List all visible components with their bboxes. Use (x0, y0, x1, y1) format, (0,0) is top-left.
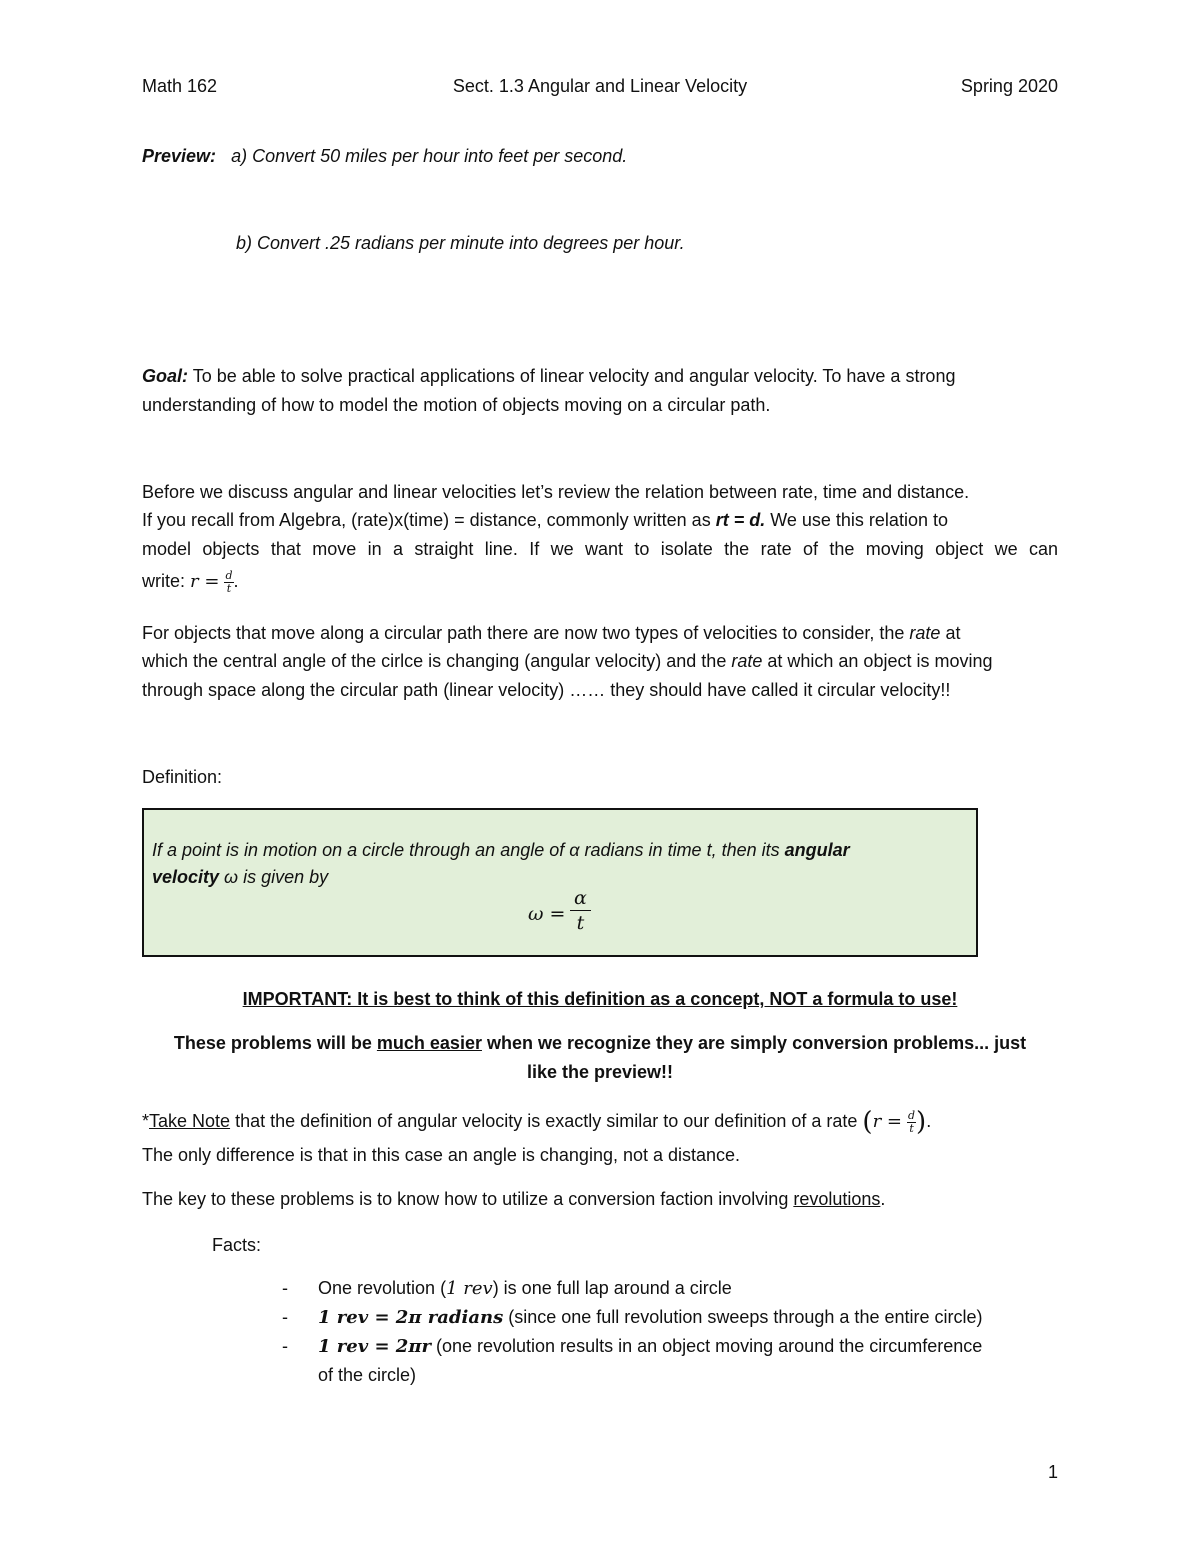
rate-fraction (224, 570, 233, 595)
goal-text-1: To be able to solve practical applications of linear velocity and angular velocity. To have a strong (188, 366, 956, 386)
goal-line-1 (142, 362, 1072, 390)
definition-line-1 (152, 836, 850, 864)
fact-item-1 (282, 1274, 1082, 1303)
definition-line-2 (152, 863, 328, 891)
fact-2-text: (since one full revolution sweeps through a the entire circle) (503, 1307, 983, 1327)
objects-line-3: through space along the circular path (linear velocity) …… they should have called it circular velocity!! (142, 680, 951, 700)
objects-rate-2: rate (731, 651, 763, 671)
fact-dash-2: - (282, 1307, 288, 1327)
page-number: 1 (1047, 1462, 1058, 1482)
takenote-rate-lhs: r = (872, 1111, 902, 1132)
key-line (142, 1185, 885, 1213)
objects-text-2b: at which an object is moving (762, 651, 993, 671)
objects-line-2 (142, 647, 993, 675)
facts-list (282, 1274, 1082, 1389)
easier-text-b: when we recognize they are simply conversion problems... just (481, 1033, 1027, 1053)
omega-fraction-num: α (570, 886, 591, 911)
fact-2-math: 1 rev = 2π radians (318, 1307, 504, 1328)
omega-fraction (570, 886, 591, 935)
objects-rate-1: rate (909, 623, 941, 643)
definition-label: Definition: (142, 767, 223, 787)
important-note: IMPORTANT: It is best to think of this definition as a concept, NOT a formula to use! (242, 989, 958, 1009)
takenote-line-1 (142, 1107, 931, 1136)
fact-item-3 (282, 1332, 1082, 1389)
definition-text-1: If a point is in motion on a circle through an angle of α radians in time t, then its (152, 840, 785, 860)
omega-fraction-den: t (576, 912, 585, 934)
fact-dash-3: - (282, 1336, 288, 1356)
takenote-period: . (926, 1111, 932, 1131)
review-line-2-end: We use this relation to (765, 510, 948, 530)
key-text: The key to these problems is to know how to utilize a conversion faction involving (142, 1189, 794, 1209)
fact-1-math: 1 rev (446, 1278, 493, 1299)
fact-item-2 (282, 1303, 1082, 1332)
key-revolutions: revolutions (793, 1189, 881, 1209)
definition-velocity: velocity (152, 867, 220, 887)
definition-angular: angular (784, 840, 850, 860)
preview-a: a) Convert 50 miles per hour into feet per second. (231, 146, 628, 166)
takenote-label: Take Note (149, 1111, 231, 1131)
rate-formula-lhs: r = (190, 571, 220, 592)
review-line-2-text: If you recall from Algebra, (rate)x(time) = distance, commonly written as (142, 510, 716, 530)
review-line-1: Before we discuss angular and linear velocities let’s review the relation between rate, time and distance. (142, 482, 970, 502)
takenote-fraction-num: d (908, 1108, 916, 1122)
review-line-2 (142, 506, 948, 534)
fact-3-text-line2: of the circle) (318, 1365, 417, 1385)
rate-formula-period: . (233, 571, 239, 591)
fact-3-math: 1 rev = 2πr (318, 1336, 431, 1357)
easier-text-a: These problems will be (173, 1033, 377, 1053)
easier-underlined: much easier (376, 1033, 482, 1053)
takenote-close-paren: ) (916, 1107, 927, 1137)
key-period: . (880, 1189, 886, 1209)
omega-lhs: ω = (528, 903, 566, 925)
takenote-fraction (907, 1110, 916, 1135)
facts-label: Facts: (212, 1235, 262, 1255)
easier-line-2: like the preview!! (526, 1062, 674, 1082)
goal-line-2: understanding of how to model the motion of objects moving on a circular path. (142, 395, 771, 415)
objects-text-1: For objects that move along a circular path there are now two types of velocities to consider, the (142, 623, 910, 643)
fact-3-text: (one revolution results in an object moving around the circumference (430, 1336, 983, 1356)
review-line-4 (142, 567, 239, 596)
preview-line-a (142, 142, 627, 170)
preview-b: b) Convert .25 radians per minute into degrees per hour. (236, 233, 685, 253)
rate-fraction-den: t (226, 581, 232, 595)
definition-box (142, 808, 978, 957)
goal-label: Goal: (142, 366, 189, 386)
header-section-title: Sect. 1.3 Angular and Linear Velocity (452, 76, 748, 96)
review-line-3: model objects that move in a straight line. If we want to isolate the rate of the moving object we can (142, 539, 1058, 559)
takenote-star: * (142, 1111, 150, 1131)
header-course: Math 162 (142, 76, 218, 96)
takenote-text: that the definition of angular velocity is exactly similar to our definition of a rate (230, 1111, 863, 1131)
fact-dash-1: - (282, 1278, 288, 1298)
easier-line-1 (142, 1029, 1058, 1057)
rt-equals-d: rt = d. (715, 510, 766, 530)
takenote-open-paren: ( (862, 1107, 873, 1137)
fact-1-text-b: ) is one full lap around a circle (492, 1278, 732, 1298)
header-term: Spring 2020 (960, 76, 1058, 96)
rate-fraction-num: d (225, 568, 233, 582)
takenote-line-2: The only difference is that in this case an angle is changing, not a distance. (142, 1145, 741, 1165)
fact-1-text-a: One revolution ( (318, 1278, 447, 1298)
takenote-fraction-den: t (909, 1121, 914, 1135)
objects-text-1b: at (940, 623, 961, 643)
objects-line-1 (142, 619, 960, 647)
review-write-label: write: (142, 571, 191, 591)
preview-label: Preview: (142, 146, 217, 166)
definition-text-2: ω is given by (219, 867, 329, 887)
objects-text-2: which the central angle of the cirlce is changing (angular velocity) and the (142, 651, 732, 671)
